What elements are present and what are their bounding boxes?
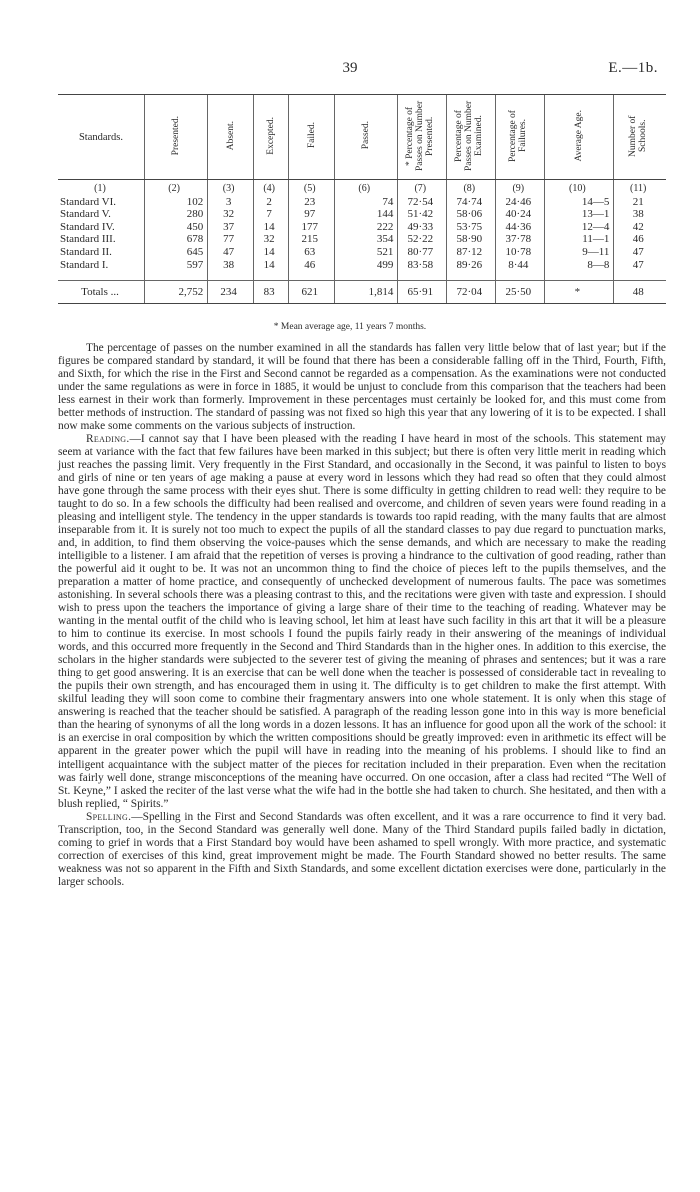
table-cell [614, 271, 666, 281]
table-cell: Standard IV. [60, 220, 115, 233]
table-cell: 3 [208, 196, 254, 209]
table-cell [447, 271, 496, 281]
table-cell: 46 [614, 233, 666, 246]
table-cell: 234 [208, 281, 254, 304]
table-cell: 13—1 [545, 208, 614, 221]
table-cell: 102 [145, 196, 208, 209]
table-cell: 354 [335, 233, 398, 246]
paragraph-percentages: The percentage of passes on the number examined in all the standards has fallen very little below that of last year; but if the figures be compared standard by standard, it will be found that there has been a considerable falling off in the Third, Fourth, Fifth, and Sixth, for which the rise in the First and Second cannot be regarded as a compensation. As the examinations were not conducted under the same regulations as were in force in 1885, it would be unjust to conclude from this comparison that the teachers had been less earnest in their work than formerly. Improvement in these percentages must certainly be looked for, and this must come from better methods of instruction. The standard of passing was not fixed so high this year that any lowering of it is to be expected. I shall now make some comments on the various subjects of instruction. [58, 342, 666, 433]
table-cell: 521 [335, 246, 398, 259]
table-cell: 9—11 [545, 246, 614, 259]
report-body [58, 342, 666, 889]
table-cell: 38 [208, 259, 254, 272]
table-cell: 32 [208, 208, 254, 221]
table-cell: (3) [208, 180, 254, 196]
table-cell [289, 271, 335, 281]
header-pct-presented: * Percentage of Passes on Number Presented. [398, 95, 447, 180]
table-cell: (4) [253, 180, 288, 196]
table-cell: 72·04 [447, 281, 496, 304]
header-pct-failures: Percentage of Failures. [496, 95, 545, 180]
table-cell: Totals ... [58, 281, 145, 304]
table-cell: 10·78 [496, 246, 545, 259]
table-cell: 25·50 [496, 281, 545, 304]
table-header-row [58, 95, 666, 180]
table-cell [545, 271, 614, 281]
table-cell: 14 [253, 259, 288, 272]
table-cell [496, 271, 545, 281]
table-cell: 14 [253, 221, 288, 234]
header-failed: Failed. [289, 95, 335, 180]
table-row [58, 221, 666, 234]
table-cell: 37 [208, 221, 254, 234]
table-cell: (7) [398, 180, 447, 196]
table-cell: 1,814 [335, 281, 398, 304]
table-cell: 37·78 [496, 233, 545, 246]
table-cell: 23 [289, 196, 335, 209]
reading-text: —I cannot say that I have been pleased with the reading I have heard in most of the schools. This statement may seem at variance with the fact that few failures have been marked in this subject; but there is often very little merit in reading which just reaches the passing limit. Very frequently in the First Standard, and occasionally in the Second, it was painful to listen to boys and girls of nine or ten years of age making a pause at every word in lessons which they had read so often that they could almost have gone through the same process with their eyes shut. There is some difficulty in getting children to read well: they require to be taught to do so. In a few schools the difficulty had been realised and overcome, and children of seven years were found reading in a pleasing and intelligent style. The tendency in the upper standards is towards too rapid reading, with the many faults that are almost inseparable from it. It is surely not too much to expect the pupils of all the standard classes to pay due regard to punctuation marks, and, in addition, to find them observing the voice-pauses which the sense demands, and which are necessary to make the reading intelligible to a listener. I am afraid that the repetition of verses is proving a hindrance to the cultivation of good reading, rather than the powerful aid it ought to be. It was not an uncommon thing to find the choice of pieces left to the pupils themselves, and the preparation a matter of home practice, and consequently of unchecked development of numerous faults. The pace was sometimes astonishing. In several schools there was a pleasing contrast to this, and the recitations were given with taste and expression. I should wish to press upon the teachers the importance of giving a large share of their time to the teaching of reading. Whatever may be wanting in the mental outfit of the child who is leaving school, let him at least have such facility in this art that it will be a pleasure to him to continue its exercise. In most schools I found the pupils fairly ready in their answering of the meanings of individual words, and this occurred more frequently in the Second and Third Standards than in the higher ones. In addition to this exercise, the scholars in the higher standards were subjected to the severer test of giving the meaning of phrases and sentences; but it was a rare thing to get good answering. It is an exercise that can be well done when the teacher is possessed of considerable tact in revealing to the pupils their own strength, and has encouraged them in using it. The difficulty is to get children to make the first attempt. With skilful leading they will soon come to combine their fragmentary answers into one whole statement. It is only when this stage of answering is reached that the teacher should be satisfied. A paragraph of the reading lesson gone into in this way is more beneficial than the hearing of synonyms of all the long words in a dozen lessons. It has an influence for good upon all the work of the school: it is an exercise in oral composition by which the written compositions should be greatly improved: even in arithmetic its effect will be apparent in the greater power which the pupil will have in reading into the meaning of his problems. I should like to find an intelligent acquaintance with the subject matter of the pieces for recitation included in their preparation. Even when the recitation was fairly well done, strange misconceptions of the meaning have occurred. On one occasion, after a class had recited “The Well of St. Keyne,” I asked the reciter of the last verse what the wife had in the bottle she had taken to church. She hesitated, and then with a blush replied, “ Spirits.” [58, 433, 666, 810]
table-cell [253, 271, 288, 281]
table-cell: 177 [289, 221, 335, 234]
table-cell: (9) [496, 180, 545, 196]
table-cell: 52·22 [398, 233, 447, 246]
table-cell: 8—8 [545, 259, 614, 272]
table-cell: 97 [289, 208, 335, 221]
table-cell: Standard III. [60, 233, 116, 246]
table-cell: 678 [145, 233, 208, 246]
table-cell [145, 271, 208, 281]
table-cell: 21 [614, 196, 666, 209]
table-cell: 144 [335, 208, 398, 221]
table-cell: 58·90 [447, 233, 496, 246]
table-cell: 74·74 [447, 196, 496, 209]
spelling-text: —Spelling in the First and Second Standards was often excellent, and it was a rare occurrence to find it very bad. Transcription, too, in the Second Standard was generally well done. Many of the Third Standard pupils failed badly in dictation, coming to grief in words that a First Standard boy would have been ashamed to spell wrongly. With more practice, and systematic correction of exercises of this kind, great improvement might be made. The Fourth Standard showed no better results. The same weakness was not so apparent in the Fifth and Sixth Standards, and some excellent dictation exercises were done, particularly in the larger schools. [58, 810, 666, 888]
header-presented: Presented. [145, 95, 208, 180]
table-cell: 24·46 [496, 196, 545, 209]
reading-heading: Reading. [86, 433, 130, 446]
table-cell: 51·42 [398, 208, 447, 221]
table-cell: 32 [253, 233, 288, 246]
table-cell: Standard II. [60, 245, 112, 258]
table-cell: (1) [94, 183, 106, 194]
table-cell: 83·58 [398, 259, 447, 272]
table-cell: 222 [335, 221, 398, 234]
table-cell: 77 [208, 233, 254, 246]
header-absent: Absent. [208, 95, 254, 180]
table-cell: 65·91 [398, 281, 447, 304]
table-cell: 72·54 [398, 196, 447, 209]
table-row [58, 246, 666, 259]
table-cell: (6) [335, 180, 398, 196]
table-cell: 89·26 [447, 259, 496, 272]
table-cell: 80·77 [398, 246, 447, 259]
table-row [58, 208, 666, 221]
header-number-schools: Number of Schools. [614, 95, 666, 180]
paragraph-reading [58, 433, 666, 810]
table-cell: 280 [145, 208, 208, 221]
table-cell: 621 [289, 281, 335, 304]
table-cell: 48 [614, 281, 666, 304]
table-cell [58, 271, 145, 281]
spelling-heading: Spelling. [86, 810, 132, 823]
table-cell: 645 [145, 246, 208, 259]
table-cell: 44·36 [496, 221, 545, 234]
standards-table [58, 94, 666, 304]
table-cell: 215 [289, 233, 335, 246]
page-code: E.—1b. [608, 60, 658, 76]
table-cell: 597 [145, 259, 208, 272]
table-cell [208, 271, 254, 281]
table-cell: (5) [289, 180, 335, 196]
header-pct-examined: Percentage of Passes on Number Examined. [447, 95, 496, 180]
table-cell: 40·24 [496, 208, 545, 221]
table-cell: (2) [145, 180, 208, 196]
page-number: 39 [342, 60, 358, 76]
table-row [58, 196, 666, 209]
paragraph-spelling [58, 811, 666, 889]
header-passed: Passed. [335, 95, 398, 180]
header-excepted: Excepted. [253, 95, 288, 180]
table-spacer [58, 271, 666, 281]
table-cell: 14 [253, 246, 288, 259]
table-cell: 7 [253, 208, 288, 221]
table-cell: 38 [614, 208, 666, 221]
table-cell: 47 [208, 246, 254, 259]
table-footnote: * Mean average age, 11 years 7 months. [273, 322, 427, 332]
table-cell [335, 271, 398, 281]
totals-row [58, 281, 666, 304]
table-cell: 47 [614, 246, 666, 259]
table-cell: 87·12 [447, 246, 496, 259]
table-cell: 11—1 [545, 233, 614, 246]
table-cell: 2 [253, 196, 288, 209]
table-cell: (10) [545, 180, 614, 196]
table-cell [398, 271, 447, 281]
table-cell: 450 [145, 221, 208, 234]
table-cell: 12—4 [545, 221, 614, 234]
table-cell: 499 [335, 259, 398, 272]
table-cell: 46 [289, 259, 335, 272]
table-cell: (11) [614, 180, 666, 196]
table-cell: Standard VI. [60, 195, 117, 208]
table-row [58, 233, 666, 246]
table-cell: 8·44 [496, 259, 545, 272]
table-cell: Standard V. [60, 208, 111, 221]
table-cell: 53·75 [447, 221, 496, 234]
table-cell: 49·33 [398, 221, 447, 234]
table-cell: 47 [614, 259, 666, 272]
header-standards: Standards. [58, 95, 145, 180]
header-average-age: Average Age. [545, 95, 614, 180]
table-cell: * [545, 281, 614, 304]
table-row [58, 259, 666, 272]
table-cell: 63 [289, 246, 335, 259]
table-cell: 42 [614, 221, 666, 234]
table-cell: 83 [253, 281, 288, 304]
column-number-row [58, 180, 666, 196]
table-cell: 2,752 [145, 281, 208, 304]
table-cell: Standard I. [60, 258, 109, 271]
table-cell: 14—5 [545, 196, 614, 209]
table-cell: (8) [447, 180, 496, 196]
table-cell: 58·06 [447, 208, 496, 221]
table-cell: 74 [335, 196, 398, 209]
